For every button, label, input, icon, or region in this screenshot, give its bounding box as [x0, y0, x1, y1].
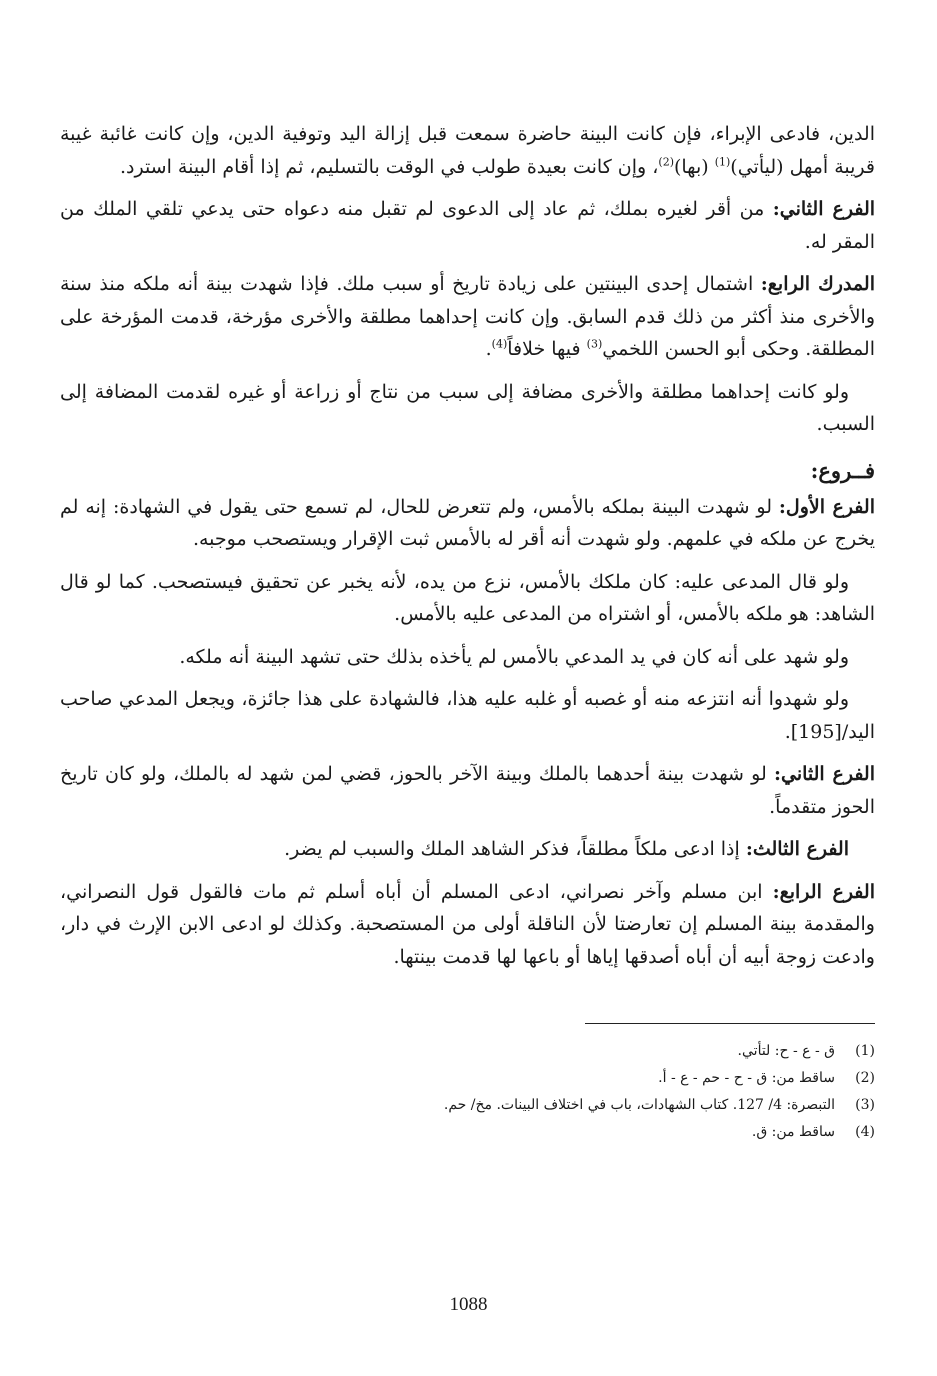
footnote-ref: (4) [491, 337, 508, 351]
section-label: الفرع الثالث: [745, 838, 849, 860]
paragraph [60, 491, 875, 556]
paragraph [60, 193, 875, 258]
paragraph-text: . [485, 338, 492, 360]
paragraph [60, 641, 875, 674]
main-text [60, 118, 875, 973]
footnote [60, 1065, 875, 1092]
footnote [60, 1119, 875, 1146]
paragraph-text: ولو كانت إحداهما مطلقة والأخرى مضافة إلى سبب من نتاج أو زراعة أو غيره لقدمت المضافة إلى السبب. [60, 380, 875, 435]
paragraph-text: ولو شهد على أنه كان في يد المدعي بالأمس لم يأخذه بذلك حتى تشهد البينة أنه ملكه. [179, 645, 849, 668]
section-label: الفرع الرابع: [772, 880, 875, 903]
paragraph-text: ولو شهدوا أنه انتزعه منه أو غصبه أو غلبه عليه هذا، فالشهادة على هذا جائزة، ويجعل المدعي صاحب اليد/[195]. [60, 688, 875, 743]
page-number: 1088 [449, 1294, 488, 1315]
footnote [60, 1038, 875, 1065]
footnote-number: (4) [855, 1124, 875, 1140]
paragraph-text: (بها) [673, 155, 715, 178]
paragraph-text: ابن مسلم وآخر نصراني، ادعى المسلم أن أباه أسلم ثم مات فالقول قول النصراني، والمقدمة بينة المسلم إن تعارضتا لأن الناقلة أولى من المستصحبة. وكذلك لو ادعى الابن الإرث في دار، وادعت زوجة أبيه أن أباه أصدقها إياها أو باعها لها قدمت بينتها. [60, 880, 875, 968]
section-label: الفرع الثاني: [773, 763, 875, 785]
footnote-separator [585, 1023, 875, 1024]
paragraph [60, 876, 875, 974]
footnote-ref: (2) [658, 155, 674, 169]
paragraph-text: فيها خلافاً [507, 338, 587, 360]
paragraph-text: الدين، فادعى الإبراء، فإن كانت البينة حاضرة سمعت قبل إزالة اليد وتوفية الدين، وإن كانت غائبة غيبة قريبة أمهل (ليأتي) [60, 123, 875, 178]
paragraph-text: لو شهدت البينة بملكه بالأمس، ولم تتعرض للحال، لم تسمع حتى يقول في الشهادة: إنه لم يخرج عن ملكه في علمهم. ولو شهدت أنه أقر له بالأمس ثبت الإقرار ويستصحب موجبه. [60, 495, 875, 550]
paragraph [60, 566, 875, 631]
paragraph [60, 376, 875, 441]
footnote-number: (1) [855, 1043, 875, 1059]
footnote-ref: (3) [586, 337, 603, 351]
paragraph-text: لو شهدت بينة أحدهما بالملك وبينة الآخر بالحوز، قضي لمن شهد له بالملك، ولو كان تاريخ الحوز متقدماً. [60, 763, 875, 818]
paragraph-text: ، وإن كانت بعيدة طولب في الوقت بالتسليم، ثم إذا أقام البينة استرد. [119, 155, 659, 178]
footnote-number: (3) [855, 1097, 875, 1113]
paragraph [60, 758, 875, 823]
paragraph-text: إذا ادعى ملكاً مطلقاً، فذكر الشاهد الملك والسبب لم يضر. [284, 838, 746, 860]
footnote-text: ساقط من: ق. [751, 1124, 835, 1140]
section-label: الفرع الأول: [778, 495, 875, 518]
section-label: الفرع الثاني: [772, 198, 876, 220]
footnote-number: (2) [855, 1070, 875, 1086]
footnotes [60, 1038, 875, 1146]
footnote-text: ق - ع - ح: لتأتي. [737, 1043, 835, 1059]
paragraph [60, 683, 875, 748]
paragraph-text: ولو قال المدعى عليه: كان ملكك بالأمس، نزع من يده، لأنه يخبر عن تحقيق فيستصحب. كما لو قال الشاهد: هو ملكه بالأمس، أو اشتراه من المدعى عليه بالأمس. [60, 570, 875, 625]
paragraph-text: من أقر لغيره بملك، ثم عاد إلى الدعوى لم تقبل منه دعواه حتى يدعي تلقي الملك من المقر له. [60, 198, 875, 253]
paragraph [60, 268, 875, 366]
paragraph [60, 833, 875, 866]
footnote-separator-wrap [60, 983, 875, 1038]
footnote-text: ساقط من: ق - ح - حم - ع - أ. [658, 1070, 835, 1086]
paragraph [60, 118, 875, 183]
footnote-text: التبصرة: 4/ 127. كتاب الشهادات، باب في اختلاف البينات. مخ/ حم. [443, 1097, 835, 1113]
footnote-ref: (1) [714, 155, 731, 169]
paragraph-text: اشتمال إحدى البينتين على زيادة تاريخ أو سبب ملك. فإذا شهدت بينة أنه ملكه منذ سنة والأخرى منذ أكثر من ذلك قدم السابق. وإن كانت إحداهما مطلقة والأخرى مؤرخة، قدمت المؤرخة على المطلقة. وحكى أبو الحسن اللخمي [60, 273, 875, 360]
section-heading: فــروع: [810, 457, 875, 483]
footnote [60, 1092, 875, 1119]
section-label: المدرك الرابع: [760, 273, 875, 295]
